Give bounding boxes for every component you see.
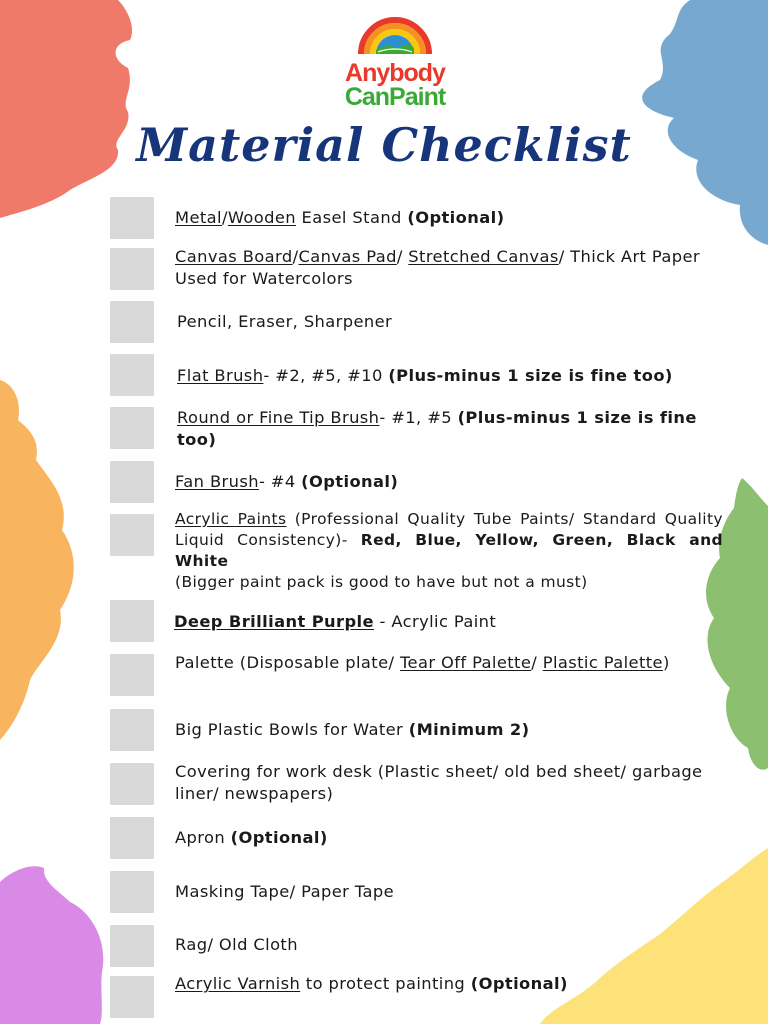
checkbox[interactable] [110, 654, 154, 696]
checkbox[interactable] [110, 197, 154, 239]
item-text-part: ) [662, 653, 670, 672]
item-text-part: (Minimum 2) [408, 720, 530, 739]
item-text-part: (Professional Quality Tube Paints/ Standard Quality Liquid Consistency)- [175, 510, 723, 549]
item-label [175, 509, 723, 593]
checkbox[interactable] [110, 461, 154, 503]
item-text-part: Acrylic Paints [175, 510, 287, 528]
checkbox[interactable] [110, 871, 154, 913]
item-label [175, 827, 725, 849]
item-label [175, 973, 725, 995]
item-label [175, 761, 705, 805]
checkbox[interactable] [110, 407, 154, 449]
checkbox[interactable] [110, 709, 154, 751]
logo-text-line2 [328, 85, 462, 109]
logo-word-anybody: Anybody [345, 59, 445, 87]
item-text-part: Big Plastic Bowls for Water [175, 720, 409, 739]
item-text-part: Flat Brush [177, 366, 264, 385]
item-text-part: Stretched Canvas [408, 247, 559, 266]
item-text-part: Acrylic Varnish [175, 974, 301, 993]
item-label [175, 246, 725, 290]
item-text-part: Pencil, Eraser, Sharpener [177, 312, 393, 331]
item-text-part: - #2, #5, #10 [263, 366, 389, 385]
item-text-part: Metal [175, 208, 222, 227]
checkbox[interactable] [110, 976, 154, 1018]
checkbox[interactable] [110, 763, 154, 805]
item-text-part: to protect painting [300, 974, 471, 993]
logo-word-canpaint: CanPaint [344, 83, 446, 111]
item-text-part: (Optional) [301, 472, 399, 491]
item-text-part: Canvas Pad [298, 247, 397, 266]
item-text-part: / [221, 208, 228, 227]
item-text-part: / Thick Art Paper Used for Watercolors [175, 247, 701, 288]
item-text-part: Red, Blue, Yellow, Green, Black and White [175, 531, 724, 570]
purple-paint-splash [0, 862, 110, 1024]
checkbox[interactable] [110, 301, 154, 343]
item-text-part: Wooden [227, 208, 296, 227]
item-text-part: Canvas Board [175, 247, 293, 266]
item-label [175, 207, 725, 229]
rainbow-hills-icon [358, 10, 432, 58]
item-label [175, 652, 705, 674]
item-text-part: Round or Fine Tip Brush [177, 408, 380, 427]
item-label [177, 365, 727, 387]
item-text-part: Deep Brilliant Purple [174, 612, 374, 631]
page-title: Material Checklist [136, 118, 632, 172]
item-text-part: (Plus-minus 1 size is fine too) [177, 408, 697, 449]
item-text-part: (Optional) [470, 974, 568, 993]
item-text-part: - #1, #5 [379, 408, 458, 427]
item-label [175, 934, 725, 956]
checkbox[interactable] [110, 248, 154, 290]
orange-paint-splash [0, 380, 80, 750]
item-text-part: / [531, 653, 543, 672]
item-label [174, 611, 724, 633]
item-text-part: - Acrylic Paint [373, 612, 497, 631]
item-text-part: / [396, 247, 409, 266]
item-text-part: Palette (Disposable plate/ [175, 653, 400, 672]
item-text-part: (Optional) [230, 828, 328, 847]
item-text-part: Fan Brush [175, 472, 259, 491]
item-text-part: Covering for work desk (Plastic sheet/ old bed sheet/ garbage liner/ newspapers) [175, 762, 703, 803]
checkbox[interactable] [110, 817, 154, 859]
anybody-can-paint-logo [328, 10, 462, 110]
item-text-part: Masking Tape/ Paper Tape [175, 882, 394, 901]
item-text-part: / [292, 247, 299, 266]
item-text-part: (Optional) [407, 208, 505, 227]
item-text-part: Rag/ Old Cloth [175, 935, 298, 954]
checkbox[interactable] [110, 514, 154, 556]
item-label [175, 719, 725, 741]
item-label [175, 881, 725, 903]
item-text-part: - #4 [258, 472, 302, 491]
checkbox[interactable] [110, 354, 154, 396]
item-text-part: Tear Off Palette [399, 653, 532, 672]
item-text-part: Plastic Palette [542, 653, 663, 672]
item-label [175, 471, 725, 493]
checkbox[interactable] [110, 600, 154, 642]
item-label [177, 311, 727, 333]
item-text-part: (Plus-minus 1 size is fine too) [388, 366, 673, 385]
item-note: (Bigger paint pack is good to have but not a must) [175, 573, 588, 591]
checkbox[interactable] [110, 925, 154, 967]
item-text-part: Apron [175, 828, 231, 847]
item-label [177, 407, 727, 451]
logo-text-line1 [328, 61, 462, 85]
red-paint-splash [0, 0, 140, 220]
item-text-part: Easel Stand [295, 208, 408, 227]
